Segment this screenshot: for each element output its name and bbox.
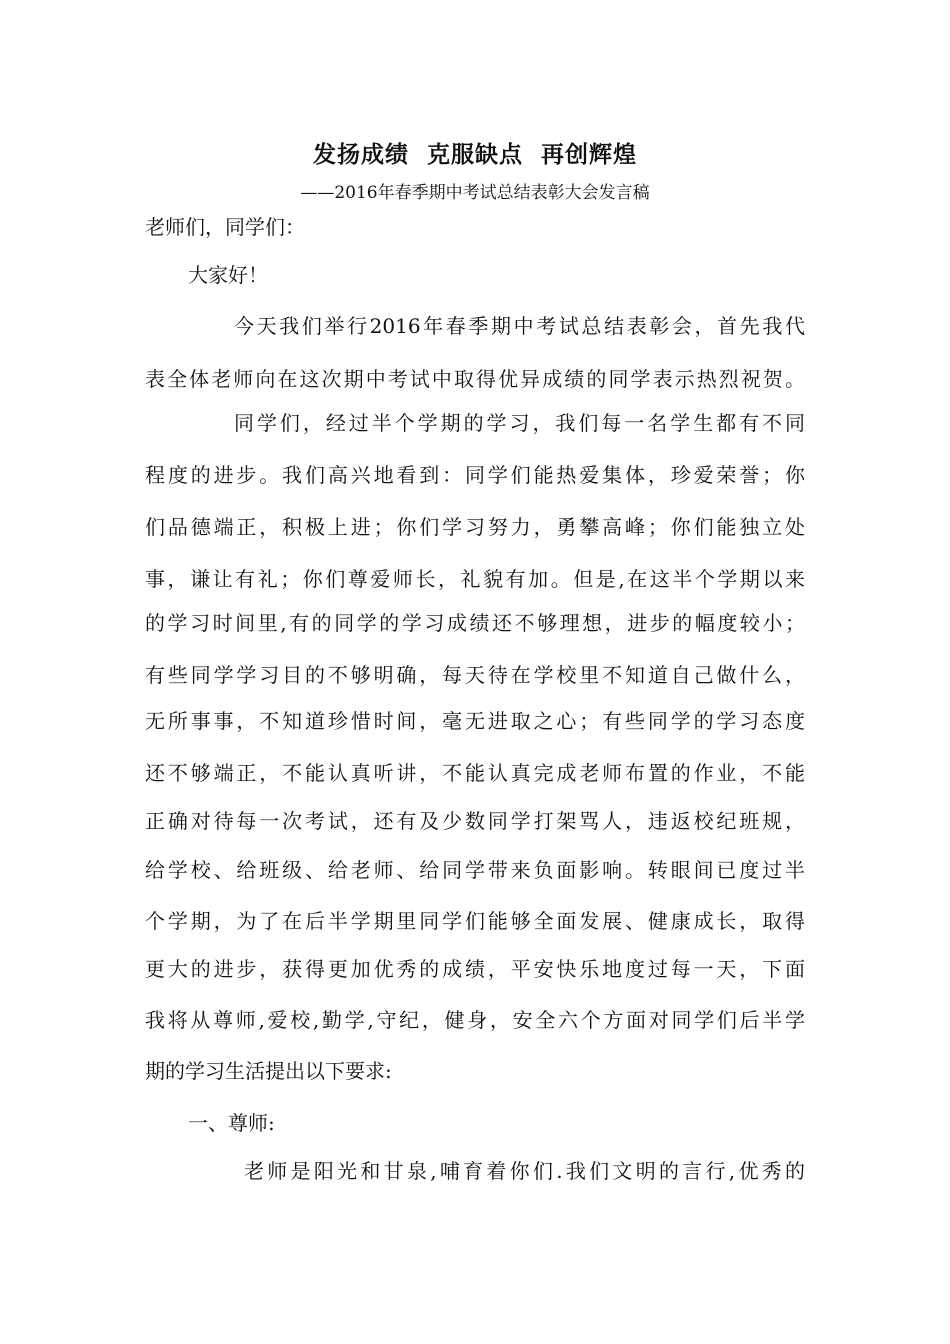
paragraph2-line: 期的学习生活提出以下要求:: [145, 1059, 392, 1083]
section1-heading: 一、尊师:: [188, 1111, 275, 1135]
paragraph2-line: 同学们，经过半个学期的学习，我们每一名学生都有不同: [234, 411, 805, 435]
section1-text: 老师是阳光和甘泉,哺育着你们.我们文明的言行,优秀的: [244, 1159, 805, 1183]
paragraph2-line: 有些同学学习目的不够明确，每天待在学校里不知道自己做什么，: [145, 663, 805, 687]
paragraph1-line: 表全体老师向在这次期中考试中取得优异成绩的同学表示热烈祝贺。: [145, 367, 805, 391]
paragraph2-line: 给学校、给班级、给老师、给同学带来负面影响。转眼间已度过半: [145, 858, 805, 882]
paragraph2-line: 还不够端正，不能认真听讲，不能认真完成老师布置的作业，不能: [145, 761, 805, 785]
paragraph2-line: 我将从尊师,爱校,勤学,守纪，健身，安全六个方面对同学们后半学: [145, 1008, 805, 1032]
paragraph2-line: 们品德端正，积极上进；你们学习努力，勇攀高峰；你们能独立处: [145, 515, 805, 539]
document-subtitle: ——2016年春季期中考试总结表彰大会发言稿: [300, 183, 650, 203]
paragraph2-line: 程度的进步。我们高兴地看到：同学们能热爱集体，珍爱荣誉；你: [145, 463, 805, 487]
paragraph2-line: 无所事事，不知道珍惜时间，毫无进取之心；有些同学的学习态度: [145, 709, 805, 733]
paragraph2-line: 更大的进步，获得更加优秀的成绩，平安快乐地度过每一天，下面: [145, 957, 805, 981]
paragraph2-line: 个学期，为了在后半学期里同学们能够全面发展、健康成长，取得: [145, 909, 805, 933]
paragraph2-line: 的学习时间里,有的同学的学习成绩还不够理想，进步的幅度较小；: [145, 611, 805, 635]
document-title: 发扬成绩 克服缺点 再创辉煌: [312, 142, 638, 168]
paragraph2-line: 正确对待每一次考试，还有及少数同学打架骂人，违返校纪班规，: [145, 809, 805, 833]
paragraph2-line: 事，谦让有礼；你们尊爱师长，礼貌有加。但是,在这半个学期以来: [145, 567, 805, 591]
greeting: 大家好！: [188, 263, 268, 287]
paragraph1-line: 今天我们举行2016年春季期中考试总结表彰会，首先我代: [234, 314, 805, 338]
salutation: 老师们，同学们：: [145, 215, 305, 239]
